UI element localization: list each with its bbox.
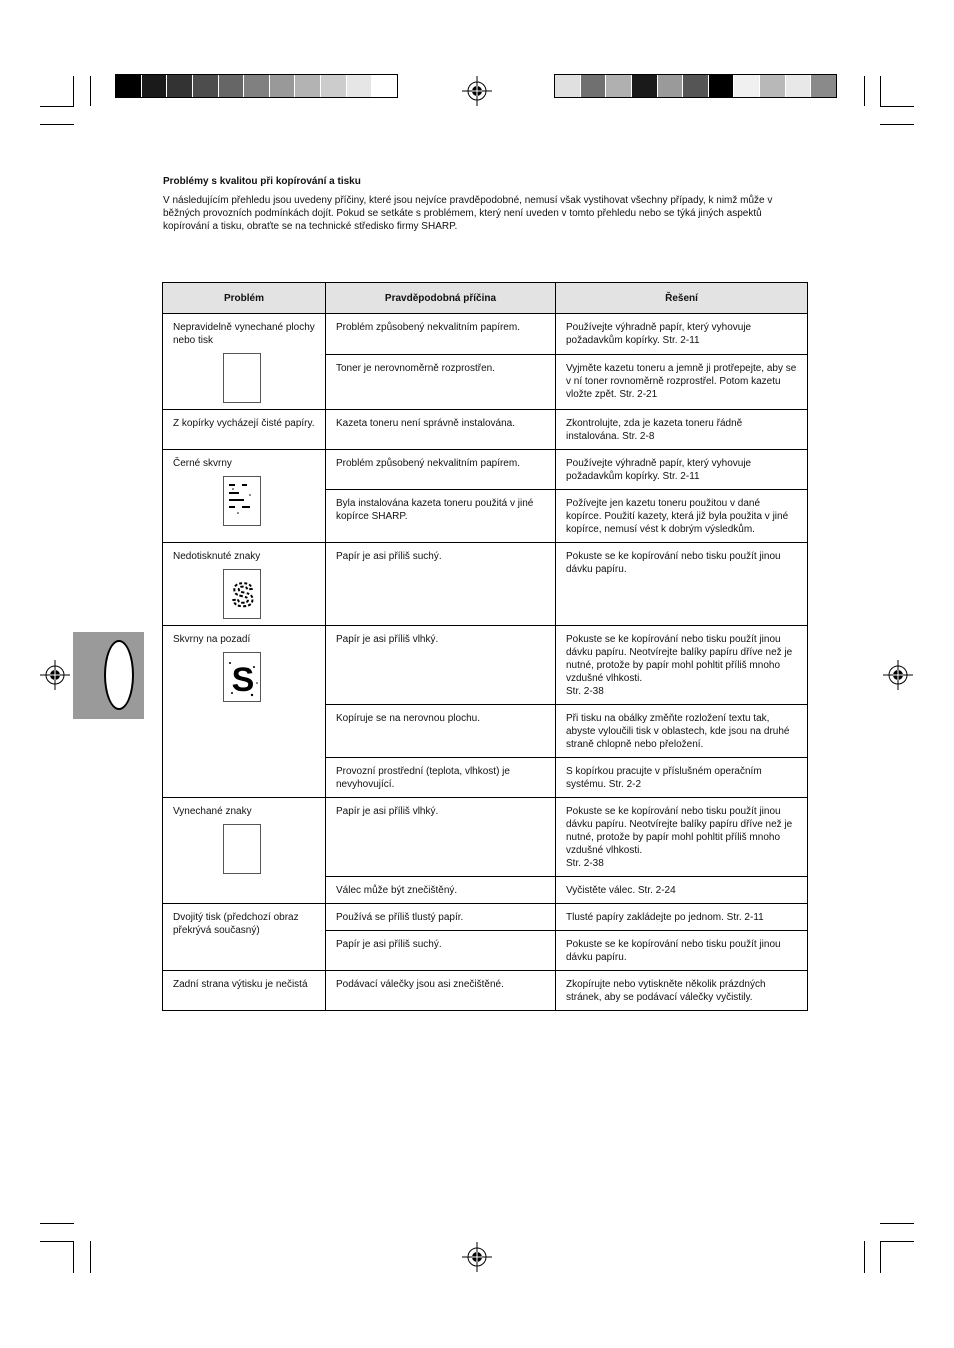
solution-cell: Při tisku na obálky změňte rozložení textu tak, abyste vyloučili tisk v oblastech, kde jsou na druhé straně chlopně nebo přeložení. <box>556 705 808 758</box>
table-row <box>163 450 808 490</box>
column-header-solution: Řešení <box>556 283 808 314</box>
blank-page-icon <box>223 824 261 874</box>
table-row <box>163 314 808 355</box>
cause-cell: Toner je nerovnoměrně rozprostřen. <box>326 355 556 410</box>
bar-swatch <box>811 75 836 97</box>
bar-swatch <box>244 75 270 97</box>
solution-cell: Vyjměte kazetu toneru a jemně ji protřepejte, aby se v ní toner rovnoměrně rozprostřel. Potom kazetu vložte zpět. Str. 2-21 <box>556 355 808 410</box>
cause-cell: Válec může být znečištěný. <box>326 877 556 904</box>
bar-swatch <box>116 75 142 97</box>
problem-cell <box>163 798 326 904</box>
registration-mark-icon <box>40 660 70 690</box>
problem-cell <box>163 971 326 1011</box>
grayscale-bar-right <box>554 74 837 98</box>
bar-swatch <box>734 75 760 97</box>
chapter-tab-oval <box>104 640 134 710</box>
bar-swatch <box>709 75 735 97</box>
solution-cell: Používejte výhradně papír, který vyhovuje požadavkům kopírky. Str. 2-11 <box>556 450 808 490</box>
blank-page-icon <box>223 353 261 403</box>
table-row <box>163 626 808 705</box>
crop-mark <box>40 1241 74 1242</box>
solution-cell: S kopírkou pracujte v příslušném operačním systému. Str. 2-2 <box>556 758 808 798</box>
solution-cell: Zkontrolujte, zda je kazeta toneru řádně instalována. Str. 2-8 <box>556 410 808 450</box>
registration-mark-icon <box>883 660 913 690</box>
cause-cell: Kopíruje se na nerovnou plochu. <box>326 705 556 758</box>
bar-swatch <box>347 75 373 97</box>
svg-text:S: S <box>231 661 255 699</box>
cause-cell: Provozní prostřední (teplota, vlhkost) je nevyhovující. <box>326 758 556 798</box>
bar-swatch <box>167 75 193 97</box>
table-row <box>163 798 808 877</box>
cause-cell: Používá se příliš tlustý papír. <box>326 904 556 931</box>
table-row <box>163 410 808 450</box>
problem-text: Z kopírky vycházejí čisté papíry. <box>173 418 315 429</box>
problem-cell <box>163 450 326 543</box>
bar-swatch <box>683 75 709 97</box>
problem-cell <box>163 314 326 410</box>
crop-mark <box>880 106 914 107</box>
crop-mark <box>90 1241 91 1273</box>
bar-swatch <box>193 75 219 97</box>
bar-swatch <box>786 75 812 97</box>
solution-cell: Vyčistěte válec. Str. 2-24 <box>556 877 808 904</box>
bar-swatch <box>321 75 347 97</box>
crop-mark <box>864 76 865 106</box>
smudged-s-icon <box>223 652 261 702</box>
section-heading: Problémy s kvalitou při kopírování a tisku <box>163 176 361 187</box>
crop-mark <box>73 76 74 106</box>
crop-mark <box>880 1241 914 1242</box>
column-header-cause: Pravděpodobná příčina <box>326 283 556 314</box>
spotted-page-icon <box>223 476 261 526</box>
svg-text:S: S <box>232 577 254 613</box>
cause-cell: Kazeta toneru není správně instalována. <box>326 410 556 450</box>
cause-cell: Problém způsobený nekvalitním papírem. <box>326 314 556 355</box>
problem-text: Skvrny na pozadí <box>173 634 251 645</box>
table-header-row <box>163 283 808 314</box>
solution-cell: Pokuste se ke kopírování nebo tisku použít jinou dávku papíru. <box>556 931 808 971</box>
problem-text: Černé skvrny <box>173 458 232 469</box>
solution-cell: Pokuste se ke kopírování nebo tisku použít jinou dávku papíru. Neotvírejte balíky papíru dříve než je nutné, protože by papír mohl pohltit příliš mnoho vzdušné vlhkosti. Str. 2-38 <box>556 626 808 705</box>
bar-swatch <box>581 75 607 97</box>
chapter-tab <box>73 632 144 719</box>
problem-cell <box>163 410 326 450</box>
crop-mark <box>880 124 914 125</box>
solution-cell: Pokuste se ke kopírování nebo tisku použít jinou dávku papíru. <box>556 543 808 626</box>
cause-cell: Papír je asi příliš suchý. <box>326 543 556 626</box>
table-row <box>163 543 808 626</box>
bar-swatch <box>142 75 168 97</box>
troubleshooting-table <box>162 282 808 1011</box>
problem-text: Nedotisknuté znaky <box>173 551 261 562</box>
crop-mark <box>73 1241 74 1273</box>
crop-mark <box>40 124 74 125</box>
problem-text: Zadní strana výtisku je nečistá <box>173 979 308 990</box>
crop-mark <box>864 1241 865 1273</box>
problem-cell <box>163 904 326 971</box>
registration-mark-icon <box>462 1242 492 1272</box>
registration-mark-icon <box>462 76 492 106</box>
cause-cell: Podávací válečky jsou asi znečištěné. <box>326 971 556 1011</box>
crop-mark <box>880 76 881 106</box>
cause-cell: Problém způsobený nekvalitním papírem. <box>326 450 556 490</box>
bar-swatch <box>632 75 658 97</box>
crop-mark <box>40 1223 74 1224</box>
crop-mark <box>40 106 74 107</box>
cause-cell: Byla instalována kazeta toneru použitá v jiné kopírce SHARP. <box>326 490 556 543</box>
table-row <box>163 904 808 931</box>
table-row <box>163 971 808 1011</box>
bar-swatch <box>270 75 296 97</box>
solution-cell: Pokuste se ke kopírování nebo tisku použít jinou dávku papíru. Neotvírejte balíky papíru dříve než je nutné, protože by papír mohl pohltit příliš mnoho vzdušné vlhkosti. Str. 2-38 <box>556 798 808 877</box>
problem-text: Nepravidelně vynechané plochy nebo tisk <box>173 322 315 346</box>
bar-swatch <box>219 75 245 97</box>
problem-text: Vynechané znaky <box>173 806 252 817</box>
solution-cell: Zkopírujte nebo vytiskněte několik prázdných stránek, aby se podávací válečky vyčistily. <box>556 971 808 1011</box>
problem-text: Dvojitý tisk (předchozí obraz překrývá současný) <box>173 912 299 936</box>
solution-cell: Požívejte jen kazetu toneru použitou v dané kopírce. Použití kazety, která již byla použita v jiné kopírce, nemusí vést k dobrým výsledkům. <box>556 490 808 543</box>
intro-paragraph: V následujícím přehledu jsou uvedeny příčiny, které jsou nejvíce pravděpodobné, nemusí však vystihovat všechny případy, k nimž může v běžných provozních podmínkách dojít. Pokud se setkáte s problémem, který není uveden v tomto přehledu nebo se týká jiných aspektů kopírování a tisku, obraťte se na technické středisko firmy SHARP. <box>163 195 773 232</box>
problem-cell <box>163 543 326 626</box>
bar-swatch <box>760 75 786 97</box>
problem-cell <box>163 626 326 798</box>
cause-cell: Papír je asi příliš vlhký. <box>326 626 556 705</box>
bar-swatch <box>372 75 397 97</box>
solution-cell: Tlusté papíry zakládejte po jednom. Str. 2-11 <box>556 904 808 931</box>
cause-cell: Papír je asi příliš vlhký. <box>326 798 556 877</box>
crop-mark <box>90 76 91 106</box>
bar-swatch <box>606 75 632 97</box>
bar-swatch <box>295 75 321 97</box>
crop-mark <box>880 1241 881 1273</box>
bar-swatch <box>658 75 684 97</box>
bar-swatch <box>555 75 581 97</box>
grayscale-bar-left <box>115 74 398 98</box>
cause-cell: Papír je asi příliš suchý. <box>326 931 556 971</box>
column-header-problem: Problém <box>163 283 326 314</box>
crop-mark <box>880 1223 914 1224</box>
faded-s-icon <box>223 569 261 619</box>
solution-cell: Používejte výhradně papír, který vyhovuje požadavkům kopírky. Str. 2-11 <box>556 314 808 355</box>
